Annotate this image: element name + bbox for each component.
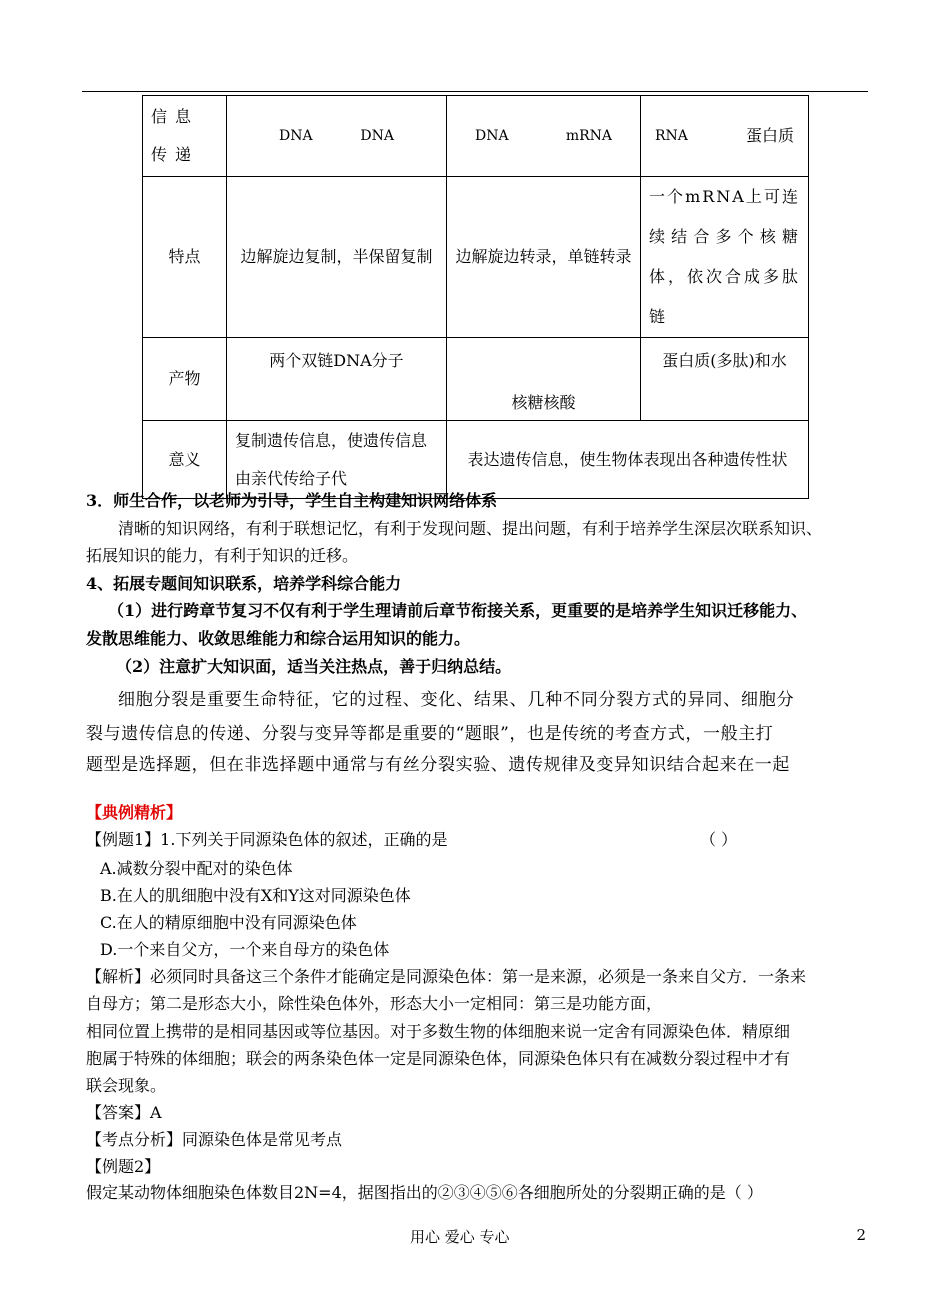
- table-row: [143, 96, 809, 177]
- analysis-line: 相同位置上携带的是相同基因或等位基因。对于多数生物的体细胞来说一定舍有同源染色体．精原细: [86, 1022, 791, 1041]
- cell-to: 蛋白质: [745, 126, 794, 145]
- paragraph: 发散思维能力、收敛思维能力和综合运用知识的能力。: [86, 629, 471, 648]
- analysis-line: 【解析】必须同时具备这三个条件才能确定是同源染色体：第一是来源，必须是一条来自父方．一条来: [86, 967, 807, 986]
- header-rule: [82, 91, 868, 92]
- table-cell: 复制遗传信息，使遗传信息由亲代传给子代: [227, 421, 447, 499]
- analysis-line: 联会现象。: [86, 1076, 167, 1095]
- paragraph: （2）注意扩大知识面，适当关注热点，善于归纳总结。: [116, 657, 512, 676]
- table-cell: [641, 96, 809, 177]
- table-row: [143, 338, 809, 421]
- table-cell: 两个双链DNA分子: [227, 338, 447, 421]
- paragraph: 题型是选择题，但在非选择题中通常与有丝分裂实验、遗传规律及变异知识结合起来在一起: [86, 755, 790, 775]
- page-number: 2: [856, 1226, 866, 1244]
- analysis-line: 自母方；第二是形态大小，除性染色体外，形态大小一定相同：第三是功能方面，: [86, 994, 663, 1013]
- answer-line: 【答案】A: [86, 1103, 162, 1122]
- cell-from: RNA: [655, 128, 688, 144]
- table-row: [143, 421, 809, 499]
- paragraph: 拓展知识的能力，有利于知识的迁移。: [86, 546, 359, 565]
- row-label: 意义: [143, 421, 227, 499]
- examples-heading: 【典例精析】: [86, 803, 183, 822]
- example1-question: 【例题1】1.下列关于同源染色体的叙述，正确的是: [86, 830, 448, 849]
- example2-question: 假定某动物体细胞染色体数目2N=4，据图指出的②③④⑤⑥各细胞所处的分裂期正确的是（ ）: [86, 1183, 763, 1202]
- table-cell: 边解旋边复制，半保留复制: [227, 177, 447, 338]
- point-analysis: 【考点分析】同源染色体是常见考点: [86, 1130, 343, 1149]
- table-cell: 核糖核酸: [447, 338, 641, 421]
- footer-text: 用心 爱心 专心: [410, 1228, 510, 1246]
- example2-label: 【例题2】: [86, 1157, 161, 1176]
- table-cell: [227, 96, 447, 177]
- paragraph: 清晰的知识网络，有利于联想记忆，有利于发现问题、提出问题，有利于培养学生深层次联系知识、: [118, 519, 823, 538]
- row-label: 产物: [143, 338, 227, 421]
- table-cell: 表达遗传信息，使生物体表现出各种遗传性状: [447, 421, 809, 499]
- answer-paren: （ ）: [700, 830, 738, 849]
- table-cell: 蛋白质(多肽)和水: [641, 338, 809, 421]
- cell-to: DNA: [360, 128, 394, 144]
- cell-from: DNA: [475, 128, 509, 144]
- option-b: B.在人的肌细胞中没有X和Y这对同源染色体: [100, 886, 411, 905]
- option-c: C.在人的精原细胞中没有同源染色体: [100, 913, 357, 932]
- paragraph: （1）进行跨章节复习不仅有利于学生理请前后章节衔接关系，更重要的是培养学生知识迁移能力、: [108, 601, 808, 620]
- option-d: D.一个来自父方，一个来自母方的染色体: [100, 940, 390, 959]
- table-cell: [447, 96, 641, 177]
- table-cell: 一个mRNA上可连续结合多个核糖体，依次合成多肽链: [641, 177, 809, 338]
- analysis-line: 胞属于特殊的体细胞；联会的两条染色体一定是同源染色体，同源染色体只有在减数分裂过程中才有: [86, 1049, 791, 1068]
- table-row: [143, 177, 809, 338]
- row-label: 特点: [143, 177, 227, 338]
- section4-heading: 4、拓展专题间知识联系，培养学科综合能力: [86, 574, 402, 593]
- cell-to: mRNA: [565, 128, 612, 144]
- table-cell: 边解旋边转录，单链转录: [447, 177, 641, 338]
- paragraph: 裂与遗传信息的传递、分裂与变异等都是重要的“题眼”，也是传统的考查方式，一般主打: [86, 724, 774, 744]
- option-a: A.减数分裂中配对的染色体: [100, 859, 293, 878]
- info-transfer-table: [142, 95, 809, 499]
- row-label: 信息传递: [143, 96, 227, 177]
- paragraph: 细胞分裂是重要生命特征，它的过程、变化、结果、几种不同分裂方式的异同、细胞分: [118, 690, 795, 710]
- cell-from: DNA: [279, 128, 313, 144]
- section3-heading: 3．师生合作，以老师为引导，学生自主构建知识网络体系: [86, 491, 498, 510]
